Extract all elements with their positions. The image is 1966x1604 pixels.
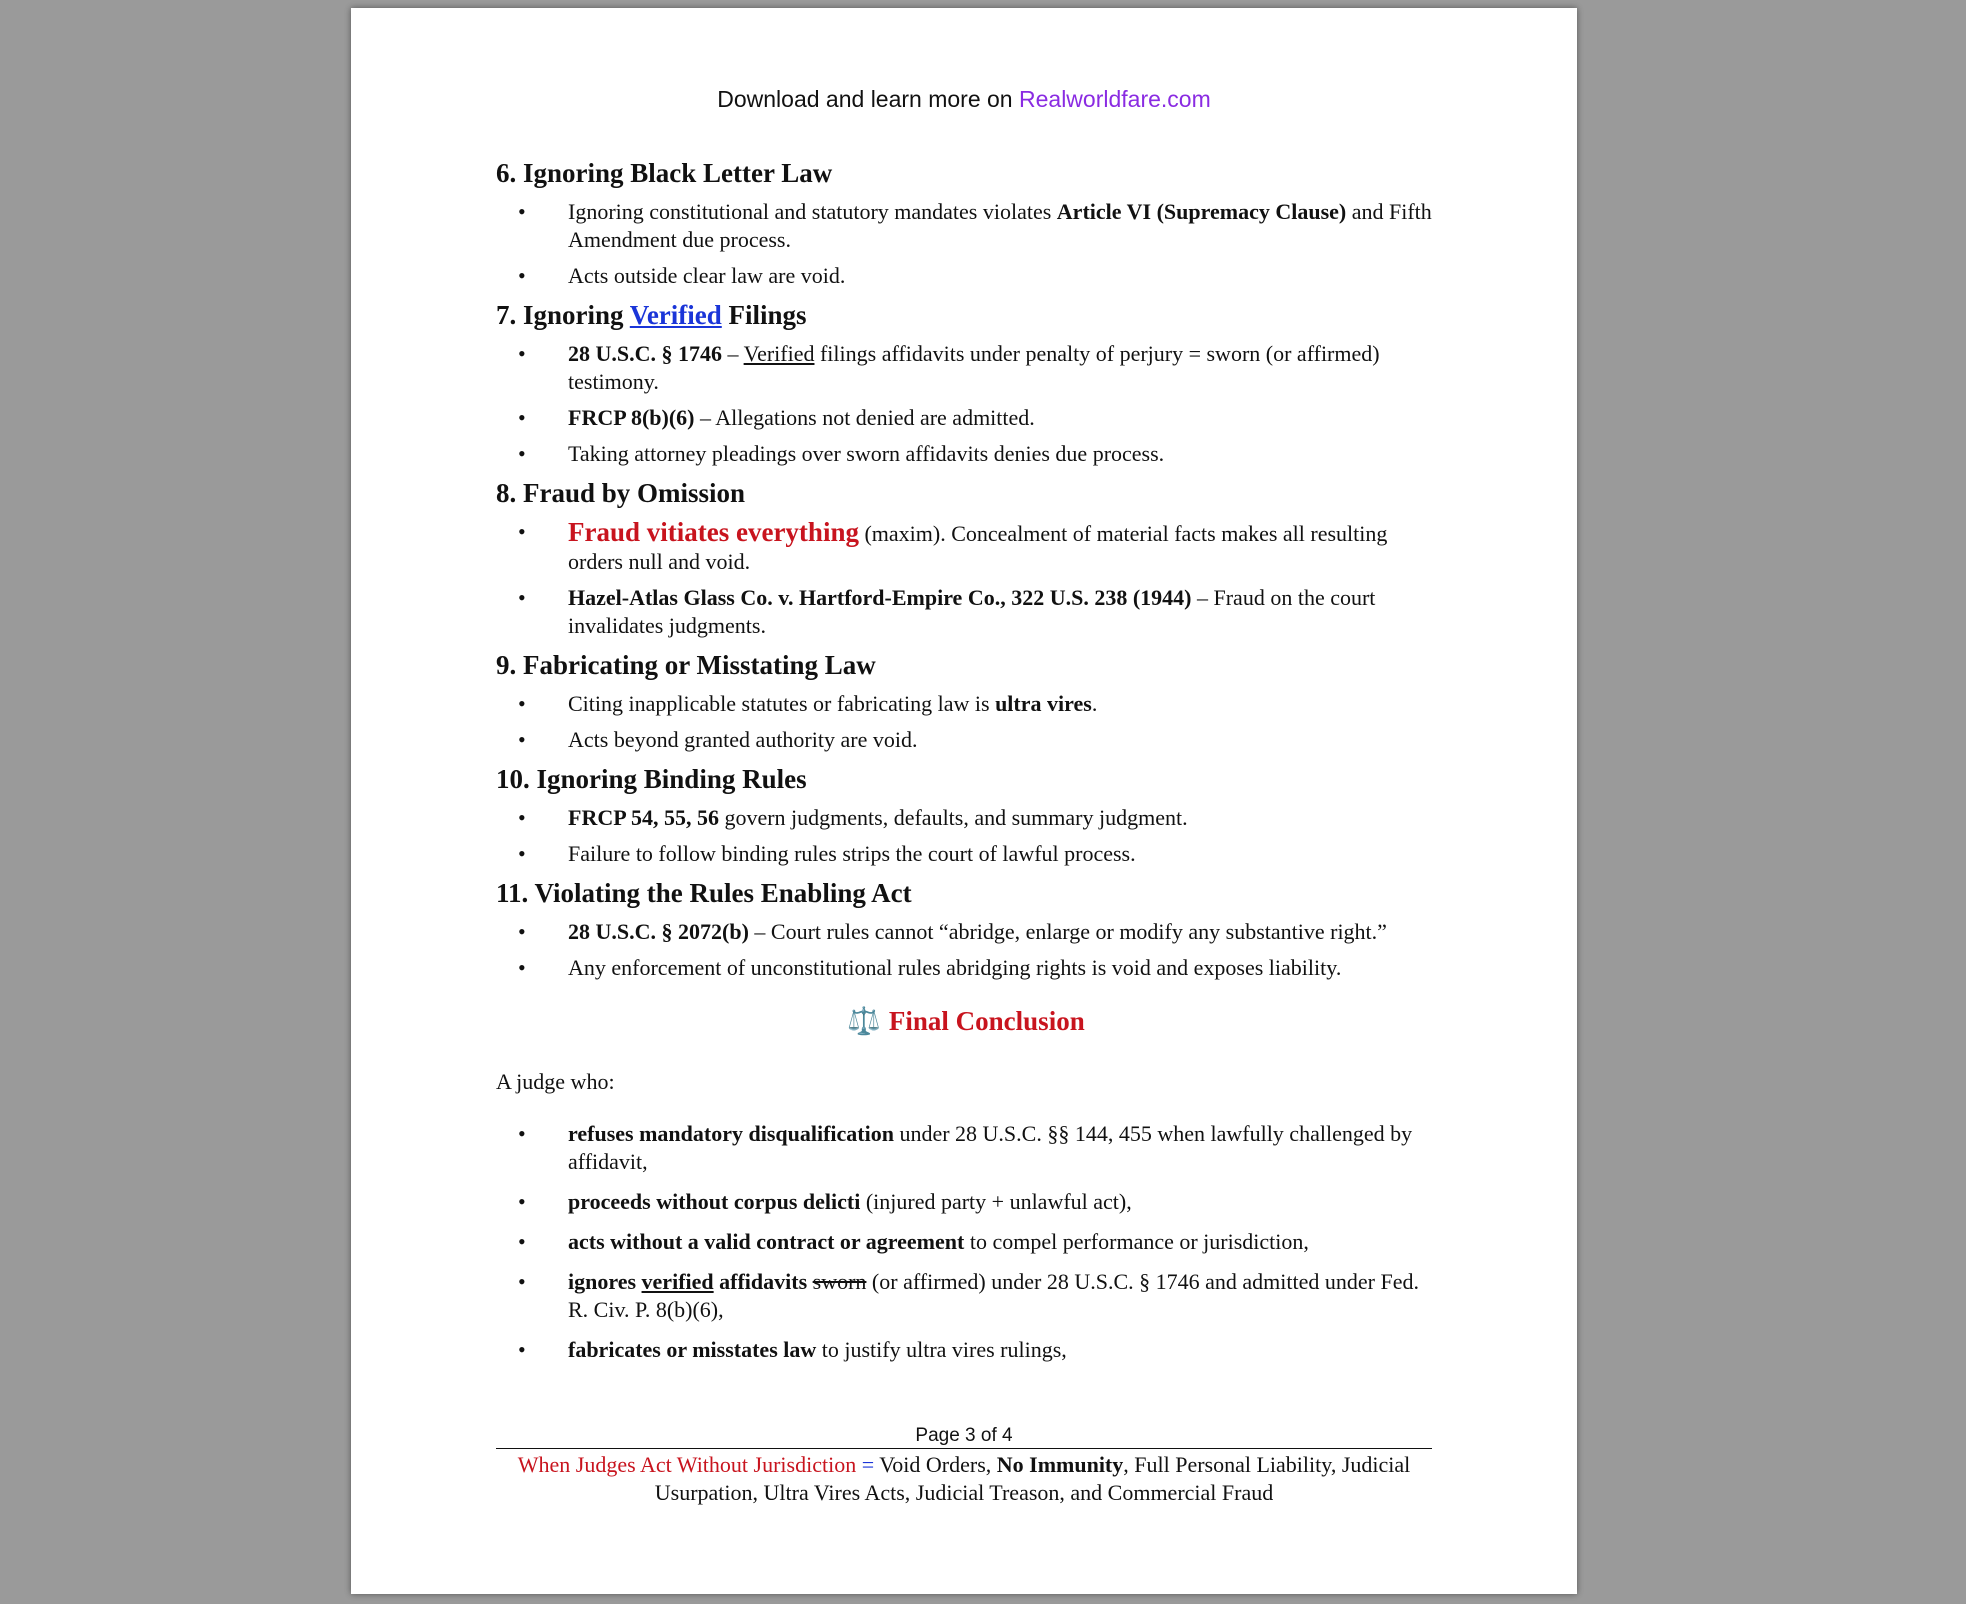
item-bold-text: fabricates or misstates law <box>568 1337 817 1362</box>
footer-divider <box>496 1448 1432 1449</box>
list-item <box>496 1228 1436 1256</box>
item-text: Citing inapplicable statutes or fabricating law is <box>568 691 996 716</box>
item-bold-text: Article VI (Supremacy Clause) <box>1056 199 1347 224</box>
list-item <box>496 918 1436 946</box>
item-text: govern judgments, defaults, and summary judgment. <box>718 805 1188 830</box>
scales-icon: ⚖️ <box>847 1006 881 1036</box>
list-item <box>496 1120 1436 1176</box>
item-bold-text: FRCP 8(b)(6) <box>568 405 695 430</box>
page-header <box>351 86 1577 113</box>
item-text: – Allegations not denied are admitted. <box>694 405 1035 430</box>
bullet-list <box>496 804 1436 868</box>
bullet-list <box>496 198 1436 290</box>
item-text: to compel performance or jurisdiction, <box>964 1229 1309 1254</box>
document-body <box>496 156 1436 1376</box>
bullet-list <box>496 340 1436 468</box>
item-text: – Court rules cannot “abridge, enlarge or modify any substantive right.” <box>748 919 1387 944</box>
item-bold-text: FRCP 54, 55, 56 <box>568 805 719 830</box>
list-item <box>496 840 1436 868</box>
item-bold-text: 28 U.S.C. § 1746 <box>568 341 723 366</box>
heading-text: Filings <box>721 300 807 330</box>
section-heading: 8. Fraud by Omission <box>496 478 746 508</box>
bullet-list <box>496 518 1436 640</box>
list-item <box>496 404 1436 432</box>
section-heading: 11. Violating the Rules Enabling Act <box>496 878 912 908</box>
item-text: Acts beyond granted authority are void. <box>568 727 918 752</box>
item-text: (maxim). Concealment of material facts makes all resulting orders null and void. <box>568 521 1388 574</box>
section-heading: 10. Ignoring Binding Rules <box>496 764 807 794</box>
list-item <box>496 1336 1436 1364</box>
page-footer <box>496 1451 1432 1507</box>
item-text: – <box>722 341 744 366</box>
list-item <box>496 954 1436 982</box>
document-page <box>351 8 1577 1594</box>
item-bold-text: refuses mandatory disqualification <box>568 1121 894 1146</box>
list-item <box>496 584 1436 640</box>
section-heading: 9. Fabricating or Misstating Law <box>496 650 876 680</box>
item-text: Any enforcement of unconstitutional rules abridging rights is void and exposes liability. <box>568 955 1342 980</box>
item-bold-text: ignores <box>568 1269 642 1294</box>
list-item <box>496 1188 1436 1216</box>
item-text: (or affirmed) under 28 U.S.C. § 1746 and admitted under Fed. R. Civ. P. 8(b)(6), <box>568 1269 1419 1322</box>
item-bold-text: acts without a valid contract or agreement <box>568 1229 965 1254</box>
list-item <box>496 518 1436 576</box>
footer-red-text: When Judges Act Without Jurisdiction <box>517 1452 857 1477</box>
conclusion-list <box>496 1120 1436 1364</box>
list-item <box>496 726 1436 754</box>
item-text: filings affidavits under penalty of perjury = sworn (or affirmed) testimony. <box>568 341 1380 394</box>
item-underlined-text: Verified <box>743 341 815 366</box>
list-item <box>496 804 1436 832</box>
item-text: and Fifth Amendment due process. <box>568 199 1432 252</box>
item-text: Acts outside clear law are void. <box>568 263 846 288</box>
list-item <box>496 1268 1436 1324</box>
item-text: Ignoring constitutional and statutory mandates violates <box>568 199 1057 224</box>
footer-text: Void Orders, <box>879 1452 997 1477</box>
list-item <box>496 340 1436 396</box>
bullet-list <box>496 918 1436 982</box>
header-text: Download and learn more on <box>717 86 1019 112</box>
item-strikethrough-text: sworn <box>812 1269 867 1294</box>
item-highlight-text: Fraud vitiates everything <box>568 517 859 547</box>
footer-equals: = <box>856 1452 880 1477</box>
conclusion-intro: A judge who: <box>496 1069 615 1094</box>
list-item <box>496 690 1436 718</box>
verified-link[interactable]: Verified <box>629 300 722 330</box>
section-heading: 6. Ignoring Black Letter Law <box>496 158 833 188</box>
item-bold-text: proceeds without corpus delicti <box>568 1189 861 1214</box>
item-text: under 28 U.S.C. §§ 144, 455 when lawfully challenged by affidavit, <box>568 1121 1413 1174</box>
item-bold-text: affidavits <box>713 1269 808 1294</box>
item-bold-text: 28 U.S.C. § 2072(b) <box>568 919 749 944</box>
item-text: (injured party + unlawful act), <box>860 1189 1132 1214</box>
item-text: to justify ultra vires rulings, <box>816 1337 1067 1362</box>
item-text: Taking attorney pleadings over sworn affidavits denies due process. <box>568 441 1165 466</box>
conclusion-title: Final Conclusion <box>888 1006 1085 1036</box>
item-bold-underlined-text: verified <box>641 1269 714 1294</box>
page-number: Page 3 of 4 <box>915 1425 1013 1446</box>
list-item <box>496 198 1436 254</box>
footer-text: , Full Personal Liability, Judicial Usurpation, Ultra Vires Acts, Judicial Treason, and Commercial Fraud <box>654 1452 1411 1505</box>
item-bold-text: ultra vires <box>995 691 1092 716</box>
heading-text: 7. Ignoring <box>496 300 630 330</box>
item-text: . <box>1091 691 1098 716</box>
section-heading <box>496 298 1436 332</box>
item-text: Failure to follow binding rules strips the court of lawful process. <box>568 841 1136 866</box>
bullet-list <box>496 690 1436 754</box>
item-text: – Fraud on the court invalidates judgments. <box>568 585 1376 638</box>
list-item <box>496 440 1436 468</box>
conclusion-heading <box>496 1004 1436 1038</box>
item-bold-text: Hazel-Atlas Glass Co. v. Hartford-Empire Co., 322 U.S. 238 (1944) <box>568 585 1192 610</box>
list-item <box>496 262 1436 290</box>
site-link[interactable]: Realworldfare.com <box>1019 86 1211 112</box>
footer-bold-text: No Immunity <box>996 1452 1124 1477</box>
